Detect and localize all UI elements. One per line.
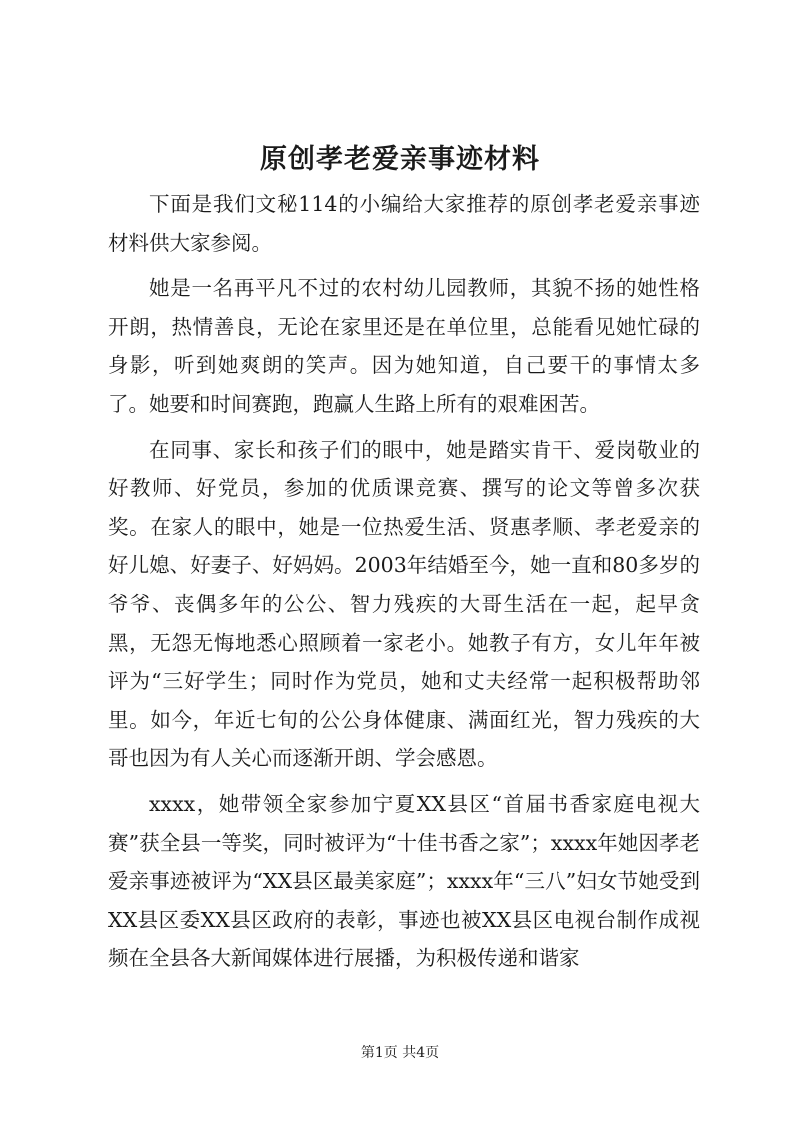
document-title: 原创孝老爱亲事迹材料	[260, 144, 540, 175]
paragraph-honors: xxxx，她带领全家参加宁夏XX县区“首届书香家庭电视大赛”获全县一等奖，同时被评为“十佳书香之家”；xxxx年她因孝老爱亲事迹被评为“XX县区最美家庭”；xxxx年“三八”妇女节她受到XX县区委XX县区政府的表彰，事迹也被XX县区电视台制作成视频在全县各大新闻媒体进行展播，为积极传递和谐家	[108, 791, 700, 971]
paragraph-intro: 下面是我们文秘114的小编给大家推荐的原创孝老爱亲事迹材料供大家参阅。	[108, 192, 700, 255]
paragraph-family: 在同事、家长和孩子们的眼中，她是踏实肯干、爱岗敬业的好教师、好党员，参加的优质课竞赛、撰写的论文等曾多次获奖。在家人的眼中，她是一位热爱生活、贤惠孝顺、孝老爱亲的好儿媳、好妻子、好妈妈。2003年结婚至今，她一直和80多岁的爷爷、丧偶多年的公公、智力残疾的大哥生活在一起，起早贪黑，无怨无悔地悉心照顾着一家老小。她教子有方，女儿年年被评为“三好学生；同时作为党员，她和丈夫经常一起积极帮助邻里。如今，年近七旬的公公身体健康、满面红光，智力残疾的大哥也因为有人关心而逐渐开朗、学会感恩。	[108, 437, 700, 771]
paragraph-profile: 她是一名再平凡不过的农村幼儿园教师，其貌不扬的她性格开朗，热情善良，无论在家里还是在单位里，总能看见她忙碌的身影，听到她爽朗的笑声。因为她知道，自己要干的事情太多了。她要和时间赛跑，跑赢人生路上所有的艰难困苦。	[108, 276, 700, 416]
page-number: 第1页 共4页	[360, 1045, 440, 1061]
document-body	[108, 185, 700, 978]
